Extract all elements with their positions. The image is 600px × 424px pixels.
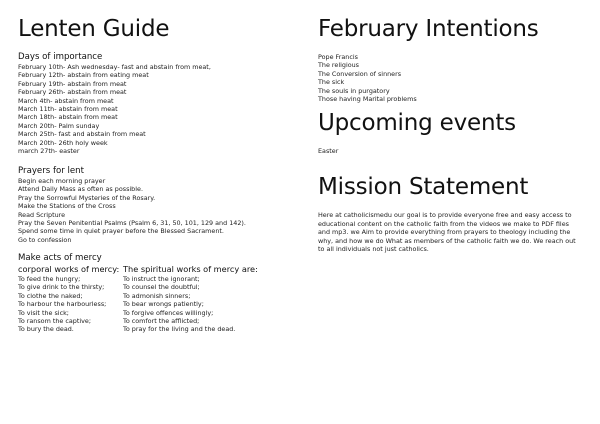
mission-statement-text: Here at catholicismedu our goal is to provide everyone free and easy access to educational content on the catholic faith from the videos we make to PDF files and mp3. we Aim to provide everything from prayers to theology including the why, and how we do What as members of the catholic faith we do. We reach out to all individuals not just catholics. <box>318 211 576 254</box>
february-intentions-title: February Intentions <box>318 16 539 42</box>
list-item: Pope Francis <box>318 53 358 61</box>
list-item: Easter <box>318 147 339 155</box>
spiritual-works-heading: The spiritual works of mercy are: <box>123 264 258 274</box>
list-item: February 19th- abstain from meat <box>18 79 127 88</box>
list-item: February 10th- Ash wednesday- fast and abstain from meat, <box>18 63 211 71</box>
list-item: To visit the sick; <box>18 308 69 317</box>
list-item: The souls in purgatory <box>318 86 390 95</box>
list-item: Attend Daily Mass as often as possible. <box>18 185 143 194</box>
list-item: Make the Stations of the Cross <box>18 202 116 211</box>
list-item: To feed the hungry; <box>18 275 81 283</box>
list-item: February 26th- abstain from meat <box>18 88 127 97</box>
events-list <box>318 147 338 155</box>
prayers-for-lent-heading: Prayers for lent <box>18 166 84 176</box>
list-item: march 27th- easter <box>18 147 80 156</box>
upcoming-events-title: Upcoming events <box>318 110 516 136</box>
spiritual-works-list <box>123 264 303 334</box>
list-item: To counsel the doubtful; <box>123 283 200 292</box>
list-item: The sick <box>318 78 345 87</box>
list-item: March 11th- abstain from meat <box>18 105 118 114</box>
list-item: Pray the Sorrowful Mysteries of the Rosary. <box>18 193 156 202</box>
intentions-list <box>318 53 417 103</box>
list-item: March 20th- Palm sunday <box>18 121 100 130</box>
list-item: Spend some time in quiet prayer before the Blessed Sacrament. <box>18 227 224 236</box>
list-item: To forgive offences willingly; <box>123 308 214 317</box>
prayers-for-lent-section <box>18 166 246 244</box>
list-item: Pray the Seven Penitential Psalms (Psalm 6, 31, 50, 101, 129 and 142). <box>18 219 246 228</box>
list-item: To ransom the captive; <box>18 317 92 326</box>
list-item: February 12th- abstain from eating meat <box>18 71 149 80</box>
list-item: March 18th- abstain from meat <box>18 113 118 122</box>
acts-of-mercy-section <box>18 253 308 334</box>
list-item: The religious <box>318 61 360 70</box>
lenten-guide-title: Lenten Guide <box>18 16 170 42</box>
list-item: To give drink to the thirsty; <box>18 283 105 292</box>
list-item: Those having Marital problems <box>318 95 417 104</box>
list-item: To instruct the ignorant; <box>123 275 200 283</box>
list-item: To harbour the harbourless; <box>18 300 107 309</box>
list-item: March 20th- 26th holy week <box>18 138 108 147</box>
list-item: To pray for the living and the dead. <box>123 325 236 334</box>
list-item: Read Scripture <box>18 210 66 219</box>
corporal-works-list <box>18 264 123 334</box>
acts-of-mercy-heading: Make acts of mercy <box>18 253 102 263</box>
corporal-works-heading: corporal works of mercy: <box>18 264 120 274</box>
list-item: To comfort the afflicted; <box>123 317 200 326</box>
list-item: To bear wrongs patiently; <box>123 300 204 309</box>
list-item: March 25th- fast and abstain from meat <box>18 130 146 139</box>
mission-statement-title: Mission Statement <box>318 174 529 200</box>
list-item: The Conversion of sinners <box>318 69 402 78</box>
list-item: Go to confession <box>18 235 72 244</box>
days-of-importance-heading: Days of importance <box>18 52 103 62</box>
days-of-importance-section <box>18 52 211 155</box>
list-item: To clothe the naked; <box>18 291 83 300</box>
list-item: Begin each morning prayer <box>18 177 106 185</box>
list-item: March 4th- abstain from meat <box>18 96 114 105</box>
list-item: To admonish sinners; <box>123 291 191 300</box>
list-item: To bury the dead. <box>18 325 74 334</box>
